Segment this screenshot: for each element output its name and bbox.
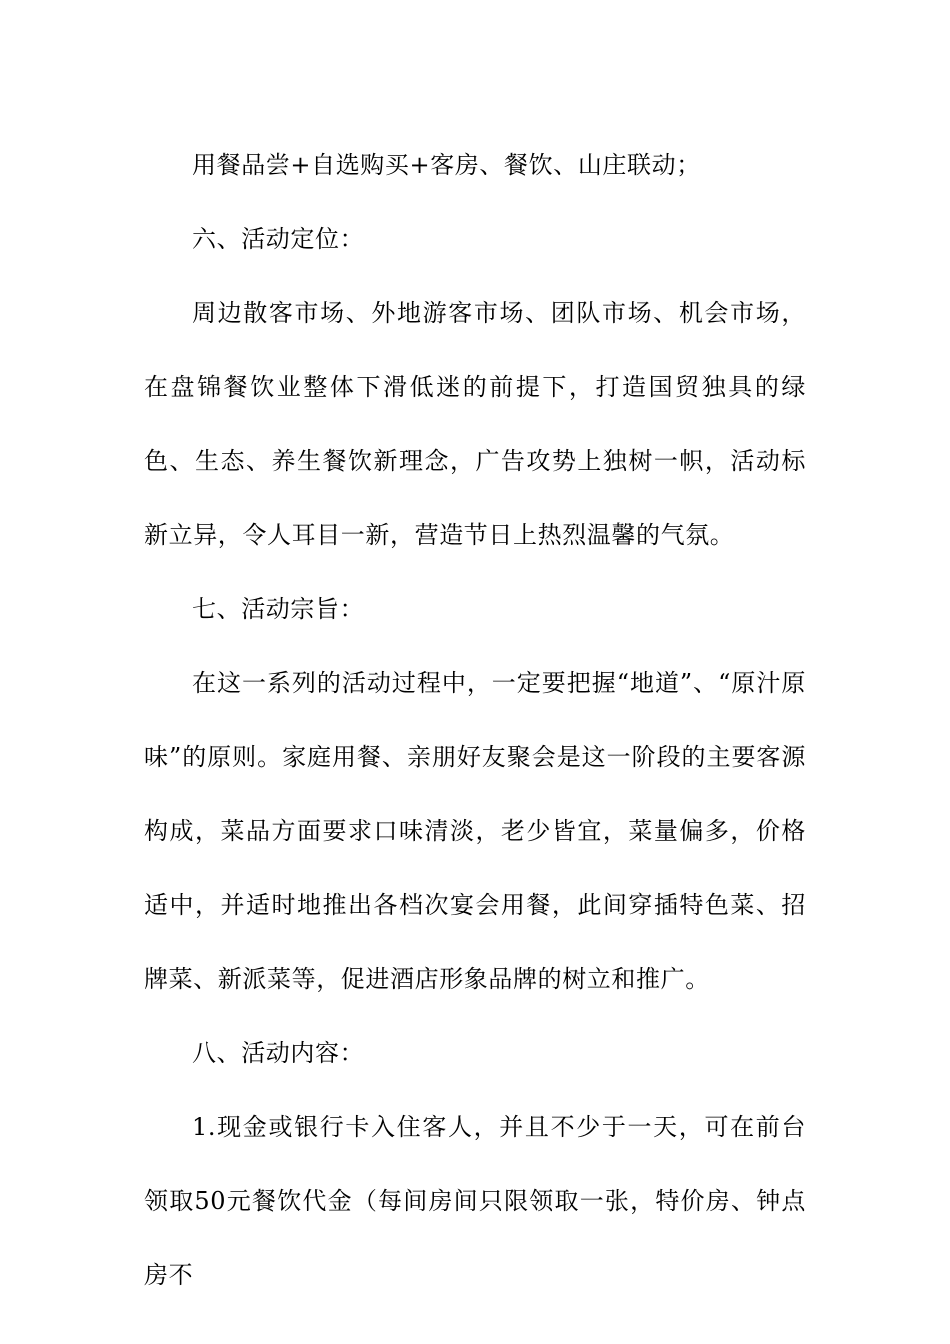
heading-activity-content: 八、活动内容： [192,1039,365,1067]
paragraph-content-item-1: 1.现金或银行卡入住客人，并且不少于一天，可在前台领取50元餐饮代金（每间房间只限领取一张，特价房、钟点房不 [144,1113,806,1289]
paragraph-linkage: 用餐品尝+自选购买+客房、餐饮、山庄联动； [192,151,701,179]
paragraph-purpose: 在这一系列的活动过程中，一定要把握“地道”、“原汁原味”的原则。家庭用餐、亲朋好友聚会是这一阶段的主要客源构成，菜品方面要求口味清淡，老少皆宜，菜量偏多，价格适中，并适时地推出各档次宴会用餐，此间穿插特色菜、招牌菜、新派菜等，促进酒店形象品牌的树立和推广。 [144,669,806,993]
heading-activity-purpose: 七、活动宗旨： [192,595,365,623]
document-body [144,128,806,1312]
paragraph-positioning: 周边散客市场、外地游客市场、团队市场、机会市场，在盘锦餐饮业整体下滑低迷的前提下，打造国贸独具的绿色、生态、养生餐饮新理念，广告攻势上独树一帜，活动标新立异，令人耳目一新，营造节日上热烈温馨的气氛。 [144,299,806,549]
heading-activity-positioning: 六、活动定位： [192,225,365,253]
